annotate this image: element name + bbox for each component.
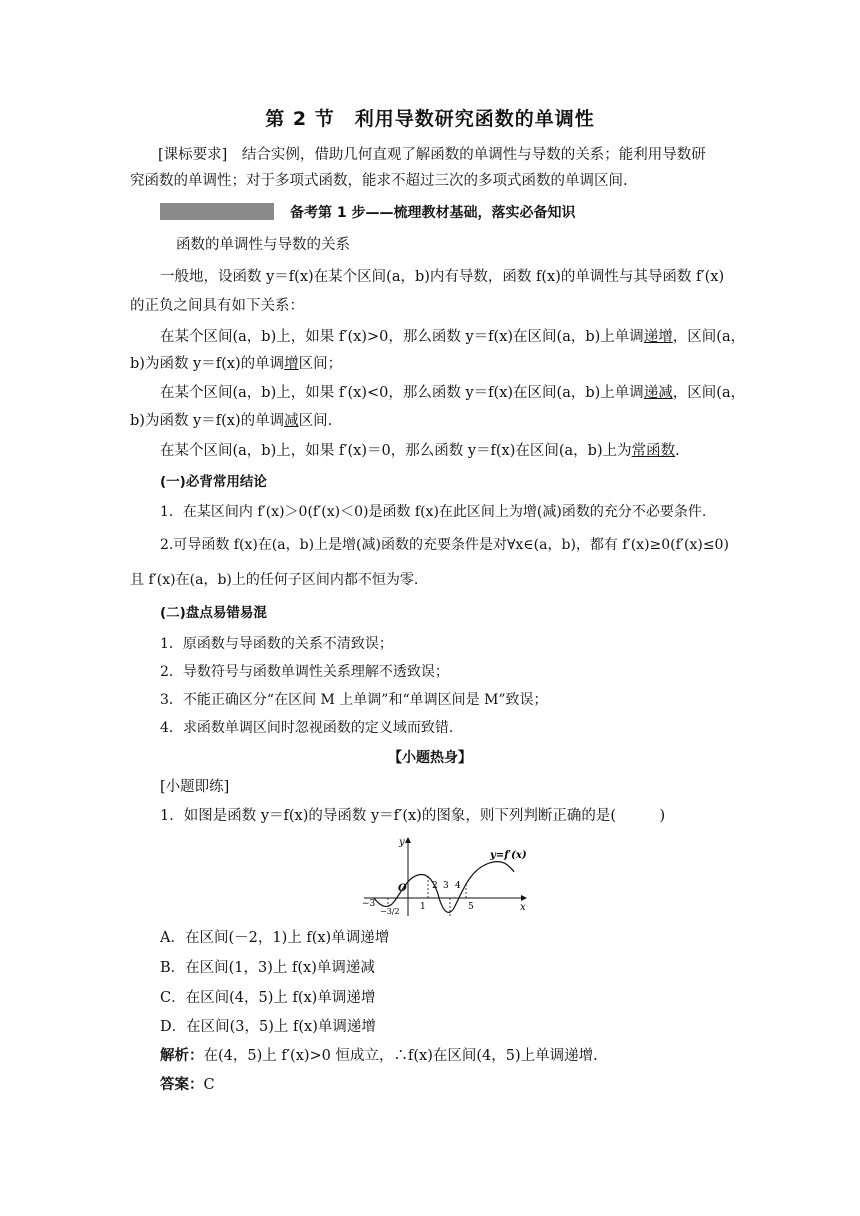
option-a: A．在区间(－2，1)上 f(x)单调递增 [160, 930, 390, 946]
analysis-text: 在(4，5)上 f′(x)>0 恒成立，∴f(x)在区间(4，5)上单调递增. [203, 1048, 598, 1064]
answer-blank: 减 [284, 413, 299, 429]
rule-increasing-line-1 [160, 327, 745, 347]
analysis-label: 解析： [160, 1048, 204, 1064]
tick-label: −3/2 [380, 907, 400, 916]
tick-label: 1 [420, 902, 426, 912]
conclusion-2-line-2: 且 f′(x)在(a，b)上的任何子区间内都不恒为零. [130, 572, 419, 588]
rule-constant [160, 441, 680, 461]
answer-blank: 递增 [643, 329, 673, 345]
rule-increasing-line-2 [130, 354, 342, 374]
warmup-heading: 【小题热身】 [388, 750, 472, 766]
page-title: 第 2 节 利用导数研究函数的单调性 [265, 108, 595, 130]
tick-label: 5 [468, 902, 474, 912]
rule-text: 在某个区间(a，b)上，如果 f′(x)<0，那么函数 y＝f(x)在区间(a，b)上单调 [160, 385, 644, 401]
rule-text: 区间. [298, 413, 333, 429]
step-heading-bar [160, 203, 274, 220]
mistake-1: 1．原函数与导函数的关系不清致误； [160, 636, 393, 652]
practice-heading: [小题即练] [160, 779, 230, 795]
requirements-line-1: [课标要求] 结合实例，借助几何直观了解函数的单调性与导数的关系；能利用导数研 [158, 147, 706, 163]
rule-text: ，区间(a， [672, 385, 746, 401]
rule-text: 在某个区间(a，b)上，如果 f′(x)>0，那么函数 y＝f(x)在区间(a，b)上单调 [160, 329, 644, 345]
section-title: 函数的单调性与导数的关系 [176, 237, 350, 253]
rule-text: 在某个区间(a，b)上，如果 f′(x)＝0，那么函数 y＝f(x)在区间(a，b)上为 [160, 443, 632, 459]
question-stem: 1．如图是函数 y＝f(x)的导函数 y＝f′(x)的图象，则下列判断正确的是( ) [160, 808, 666, 824]
mistakes-heading: (二)盘点易错易混 [160, 605, 267, 621]
rule-decreasing-line-1 [160, 383, 745, 403]
option-d: D．在区间(3，5)上 f(x)单调递增 [160, 1019, 376, 1035]
requirements-line-2: 究函数的单调性；对于多项式函数，能求不超过三次的多项式函数的单调区间. [130, 173, 628, 189]
rule-text: 区间； [298, 356, 343, 372]
derivative-graph [358, 832, 530, 920]
step-heading: 备考第 1 步——梳理教材基础，落实必备知识 [290, 205, 576, 221]
intro-line-1: 一般地，设函数 y＝f(x)在某个区间(a，b)内有导数，函数 f(x)的单调性与其导函数 f′(x) [160, 269, 725, 285]
rule-decreasing-line-2 [130, 411, 332, 431]
answer-blank: 增 [284, 356, 299, 372]
answer-label: 答案： [160, 1077, 204, 1093]
tick-label: 4 [455, 881, 461, 891]
answer-value: C [203, 1077, 215, 1093]
mistake-2: 2．导数符号与函数单调性关系理解不透致误； [160, 664, 449, 680]
answer-blank: 常函数 [631, 443, 676, 459]
tick-label: 3 [443, 881, 449, 891]
tick-label: −3 [362, 899, 376, 909]
analysis [160, 1046, 598, 1066]
option-c: C．在区间(4，5)上 f(x)单调递增 [160, 990, 376, 1006]
mistake-3: 3．不能正确区分“在区间 M 上单调”和“单调区间是 M”致误； [160, 692, 548, 708]
conclusions-heading: (一)必背常用结论 [160, 474, 267, 490]
conclusion-2-line-1: 2.可导函数 f(x)在(a，b)上是增(减)函数的充要条件是对∀x∈(a，b)，都有 f′(x)≥0(f′(x)≤0) [160, 537, 729, 553]
x-axis-label: x [520, 902, 526, 913]
mistake-4: 4．求函数单调区间时忽视函数的定义域而致错. [160, 720, 454, 736]
tick-label: 2 [432, 881, 438, 891]
intro-line-2: 的正负之间具有如下关系： [130, 298, 304, 314]
rule-text: . [675, 443, 680, 459]
answer-blank: 递减 [643, 385, 673, 401]
rule-text: b)为函数 y＝f(x)的单调 [130, 413, 285, 429]
answer [160, 1075, 215, 1095]
rule-text: b)为函数 y＝f(x)的单调 [130, 356, 285, 372]
curve-label: y=f′(x) [490, 850, 527, 861]
origin-label: O [398, 883, 407, 894]
y-axis-label: y [399, 837, 405, 848]
conclusion-1: 1．在某区间内 f′(x)＞0(f′(x)＜0)是函数 f(x)在此区间上为增(减)函数的充分不必要条件. [160, 504, 707, 520]
rule-text: ，区间(a， [672, 329, 746, 345]
option-b: B．在区间(1，3)上 f(x)单调递减 [160, 960, 375, 976]
